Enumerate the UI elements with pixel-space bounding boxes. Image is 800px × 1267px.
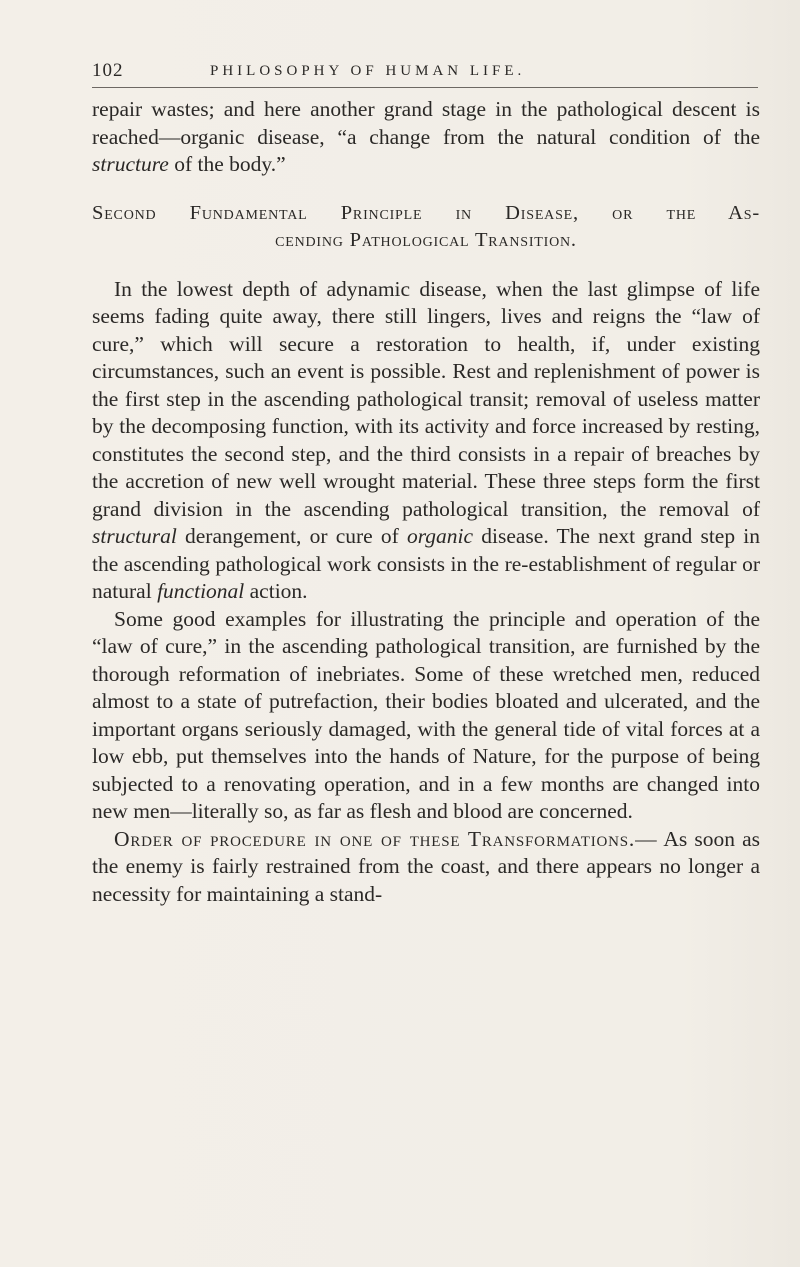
section-heading-line-1: Second Fundamental Principle in Disease, or the As- xyxy=(92,201,760,224)
italic-span: structure xyxy=(92,152,169,176)
text-span: disease. The next grand step in the ascending pathological work consists in the re-establishment of regular or natural xyxy=(92,524,760,603)
paragraph-3: Some good examples for illustrating the principle and operation of the “law of cure,” in the ascending pathological transition, are furnished by the thorough reformation of inebriates. Some of these wretched men, reduced almost to a state of putrefaction, their bodies bloated and ulcerated, and the important organs seriously damaged, with the general tide of vital forces at a low ebb, put themselves into the hands of Nature, for the purpose of being subjected to a renovating operation, and in a few months are changed into new men—literally so, as far as flesh and blood are concerned. xyxy=(92,606,760,823)
paragraph-4 xyxy=(92,826,760,909)
text-span: repair wastes; and here another grand stage in the pathological descent is reached—organic disease, “a change from the natural condition of the xyxy=(92,97,760,149)
running-head: PHILOSOPHY OF HUMAN LIFE. xyxy=(210,63,526,79)
page-number: 102 xyxy=(92,60,124,81)
section-heading xyxy=(92,200,760,255)
italic-span: organic xyxy=(406,524,474,548)
text-span: of the body.” xyxy=(168,152,286,176)
page-header xyxy=(92,60,760,88)
section-heading-line-2: cending Pathological Transition. xyxy=(275,229,577,251)
opening-paragraph xyxy=(92,96,760,179)
body-text xyxy=(92,96,760,908)
italic-span: functional xyxy=(157,579,245,603)
italic-span: structural xyxy=(92,524,177,548)
text-span: derangement, or cure of xyxy=(176,524,407,548)
text-span: action. xyxy=(244,579,308,603)
text-span: In the lowest depth of adynamic disease, when the last glimpse of life seems fading quite away, there still lingers, lives and reigns the “law of cure,” which will secure a restoration to health, if, under existing circumstances, such an event is possible. Rest and replenishment of power is the first step in the ascending pathological transit; removal of useless matter by the decomposing function, with its activity and force increased by resting, constitutes the second step, and the third consists in a repair of breaches by the accretion of new well wrought material. These three steps form the first grand division in the ascending pathological transition, the removal of xyxy=(92,276,760,521)
run-in-heading: Order of procedure in one of these Transformations.— xyxy=(114,826,658,851)
header-rule xyxy=(92,87,758,88)
text-span: As soon as the enemy is fairly restrained from the coast, and there appears no longer a necessity for maintaining a stand- xyxy=(92,826,760,906)
paragraph-2 xyxy=(92,276,760,606)
